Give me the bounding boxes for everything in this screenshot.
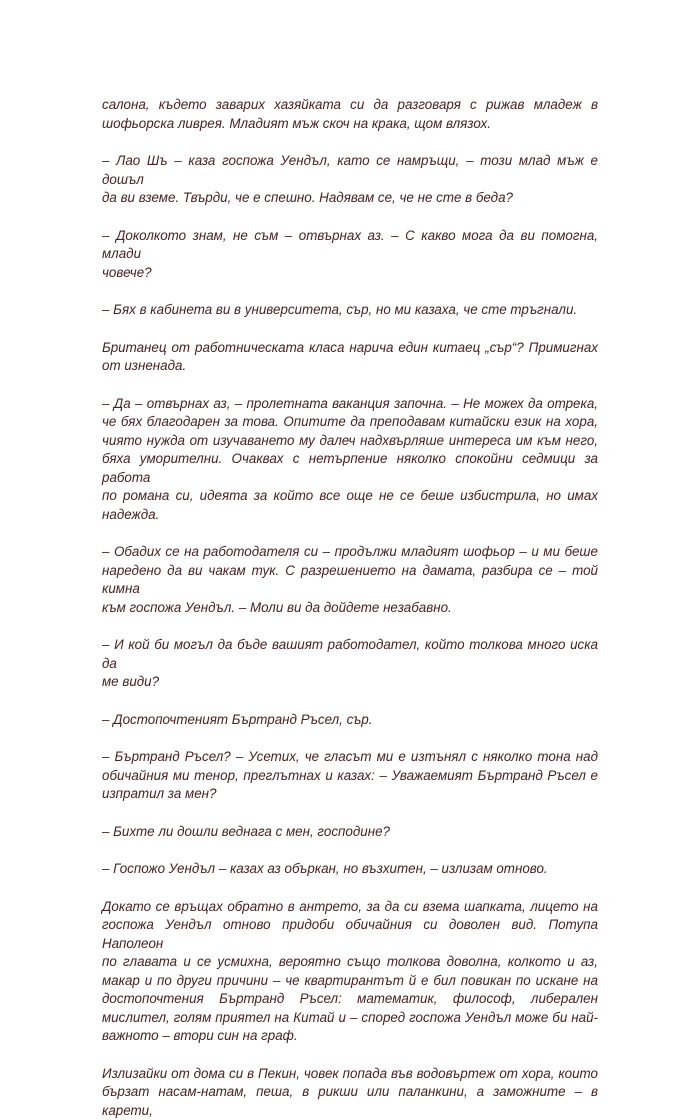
paragraph-13 [102,898,598,1046]
text-line: обичайния ми тенор, преглътнах и казах: – Уважаемият Бъртранд Ръсел е [102,767,598,786]
paragraph-1 [102,96,598,133]
text-line: макар и по други причини – че квартирантът й е бил повикан по искане на [102,972,598,991]
text-line: бяха уморителни. Очаквах с нетърпение няколко спокойни седмици за работа [102,450,598,487]
text-line: Излизайки от дома си в Пекин, човек попада във водовъртеж от хора, които [102,1065,598,1084]
text-line: към госпожа Уендъл. – Моли ви да дойдете незабавно. [102,599,598,618]
text-line: – Обадих се на работодателя си – продължи младият шофьор – и ми беше [102,543,598,562]
paragraph-14 [102,1065,598,1120]
text-line: – Лао Шъ – каза госпожа Уендъл, като се намръщи, – този млад мъж е дошъл [102,152,598,189]
text-column [102,96,598,1120]
paragraph-5 [102,339,598,376]
text-line: от изненада. [102,357,598,376]
paragraph-2 [102,152,598,208]
text-line: ме види? [102,673,598,692]
text-line: мислител, голям приятел на Китай и – според госпожа Уендъл може би най- [102,1009,598,1028]
text-line: шофьорска ливрея. Младият мъж скоч на крака, щом влязох. [102,115,598,134]
text-line: Докато се връщах обратно в антрето, за да си взема шапката, лицето на [102,898,598,917]
paragraph-6 [102,395,598,525]
text-line: по романа си, идеята за който все още не се беше избистрила, но имах [102,487,598,506]
text-line: – Да – отвърнах аз, – пролетната ваканция започна. – Не можех да отрека, [102,395,598,414]
text-line: че бях благодарен за това. Опитите да преподавам китайски език на хора, [102,413,598,432]
text-line: да ви вземе. Твърди, че е спешно. Надявам се, че не сте в беда? [102,189,598,208]
paragraph-4 [102,301,598,320]
text-line: по главата и се усмихна, вероятно също толкова доволна, колкото и аз, [102,953,598,972]
text-line: – Бъртранд Ръсел? – Усетих, че гласът ми е изтънял с няколко тона над [102,748,598,767]
paragraph-8 [102,636,598,692]
paragraph-12 [102,860,598,879]
text-line: – Доколкото знам, не съм – отвърнах аз. – С какво мога да ви помогна, млади [102,227,598,264]
text-line: достопочтения Бъртранд Ръсел: математик, философ, либерален [102,990,598,1009]
text-line: чиято нужда от изучаването му далеч надхвърляше интереса им към него, [102,432,598,451]
text-line: – Госпожо Уендъл – казах аз объркан, но възхитен, – излизам отново. [102,860,598,879]
text-line: надежда. [102,506,598,525]
text-line: госпожа Уендъл отново придоби обичайния си доволен вид. Потупа Наполеон [102,916,598,953]
paragraph-10 [102,748,598,804]
paragraph-9 [102,711,598,730]
text-line: – И кой би могъл да бъде вашият работодател, който толкова много иска да [102,636,598,673]
text-line: важното – втори син на граф. [102,1027,598,1046]
text-line: изпратил за мен? [102,785,598,804]
paragraph-3 [102,227,598,283]
text-line: бързат насам-натам, пеша, в рикши или паланкини, а заможните – в карети, [102,1083,598,1120]
text-line: човече? [102,264,598,283]
text-line: салона, където заварих хазяйката си да разговаря с рижав младеж в [102,96,598,115]
text-line: – Бях в кабинета ви в университета, сър, но ми казаха, че сте тръгнали. [102,301,598,320]
text-line: Британец от работническата класа нарича един китаец „сър“? Примигнах [102,339,598,358]
paragraph-11 [102,823,598,842]
text-line: – Бихте ли дошли веднага с мен, господине? [102,823,598,842]
text-line: – Достопочтеният Бъртранд Ръсел, сър. [102,711,598,730]
paragraph-7 [102,543,598,617]
text-line: наредено да ви чакам тук. С разрешението на дамата, разбира се – той кимна [102,562,598,599]
